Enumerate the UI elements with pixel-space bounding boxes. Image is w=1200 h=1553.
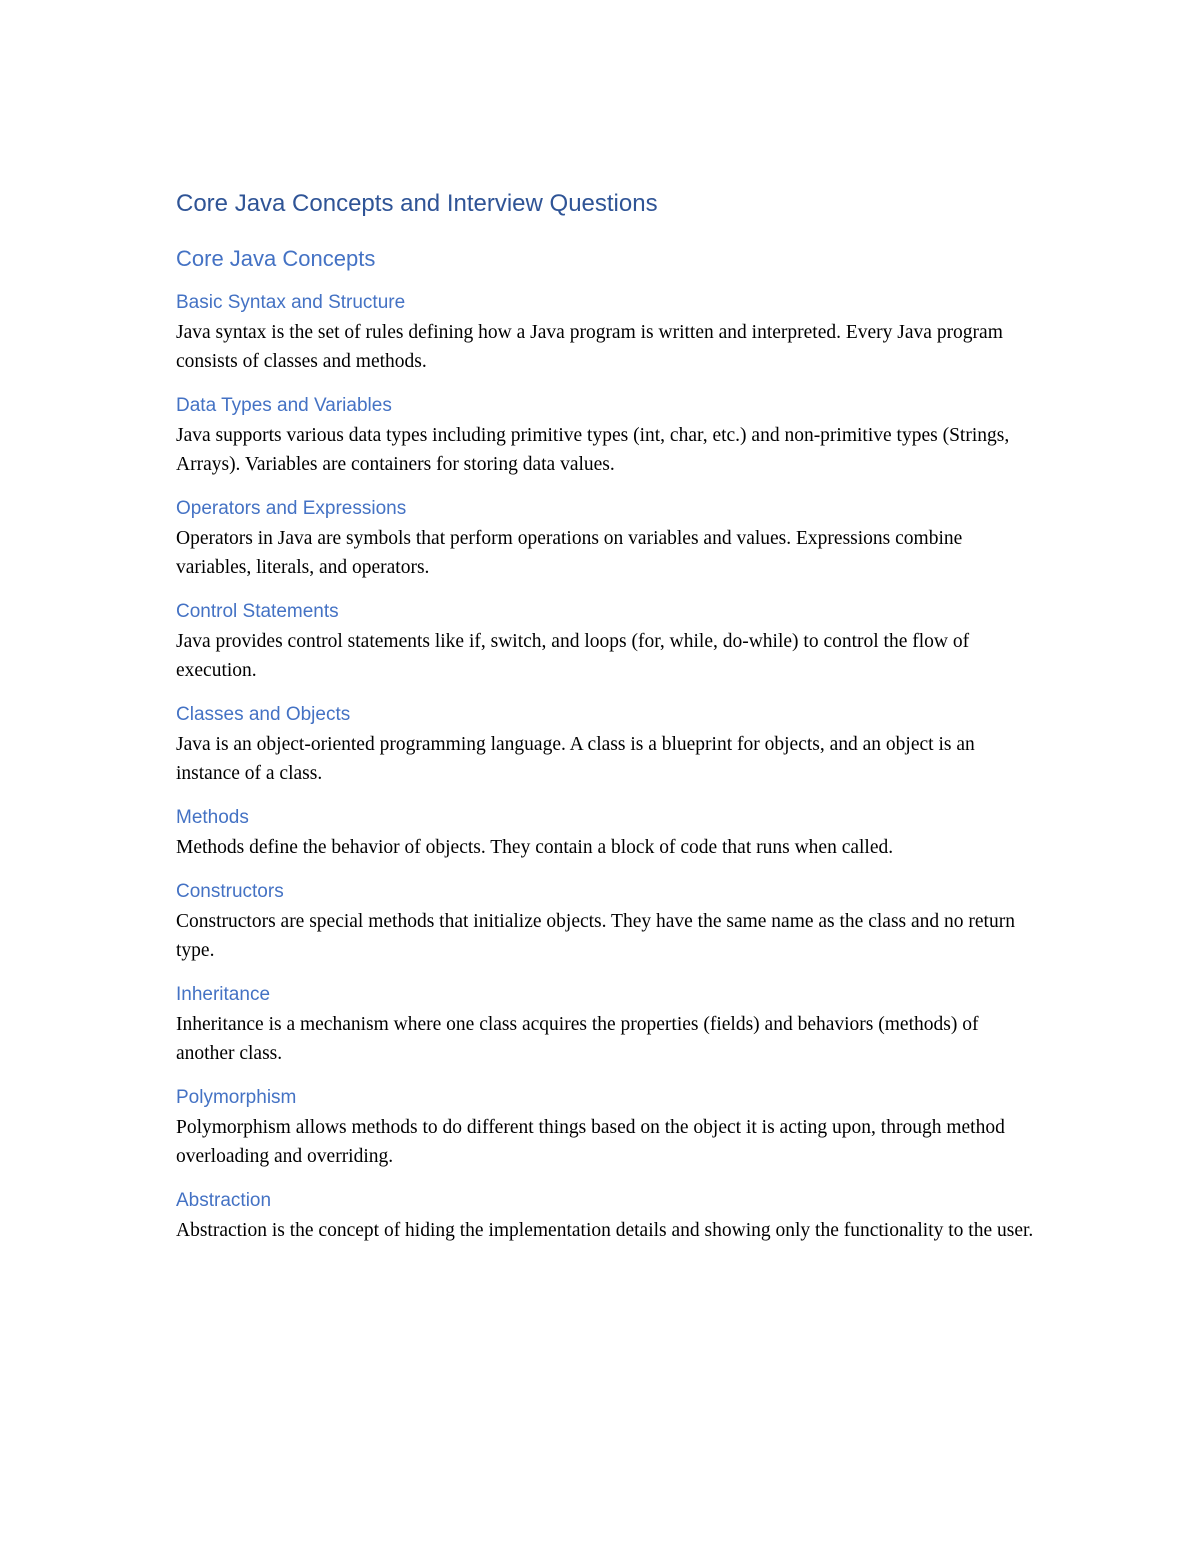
concept-body: Java syntax is the set of rules defining how a Java program is written and interpreted. Every Java program consists of classes and methods. <box>176 322 1003 372</box>
concept-heading: Inheritance <box>176 984 271 1005</box>
concept-operators <box>176 494 1036 582</box>
concept-classes-objects <box>176 700 1036 788</box>
section-heading-core-java-concepts: Core Java Concepts <box>176 246 376 271</box>
concept-list <box>176 288 1036 1245</box>
concept-body: Java is an object-oriented programming language. A class is a blueprint for objects, and an object is an instance of a class. <box>176 734 975 784</box>
concept-heading: Control Statements <box>176 601 339 622</box>
concept-basic-syntax <box>176 288 1036 376</box>
concept-body: Java supports various data types including primitive types (int, char, etc.) and non-primitive types (Strings, Arrays). Variables are containers for storing data values. <box>176 425 1010 475</box>
concept-body: Constructors are special methods that initialize objects. They have the same name as the class and no return type. <box>176 911 1015 961</box>
document-title: Core Java Concepts and Interview Questions <box>176 190 658 217</box>
concept-heading: Constructors <box>176 881 284 902</box>
concept-inheritance <box>176 980 1036 1068</box>
concept-heading: Methods <box>176 807 249 828</box>
concept-data-types <box>176 391 1036 479</box>
concept-body: Polymorphism allows methods to do different things based on the object it is acting upon, through method overloading and overriding. <box>176 1117 1005 1167</box>
concept-heading: Classes and Objects <box>176 704 351 725</box>
concept-body: Abstraction is the concept of hiding the implementation details and showing only the functionality to the user. <box>176 1220 1034 1241</box>
concept-heading: Abstraction <box>176 1190 272 1211</box>
concept-body: Operators in Java are symbols that perform operations on variables and values. Expressions combine variables, literals, and operators. <box>176 528 963 578</box>
document-content <box>176 186 1036 1245</box>
concept-heading: Basic Syntax and Structure <box>176 292 406 313</box>
concept-control-statements <box>176 597 1036 685</box>
concept-body: Methods define the behavior of objects. They contain a block of code that runs when called. <box>176 837 894 858</box>
concept-methods <box>176 803 1036 862</box>
concept-abstraction <box>176 1186 1036 1245</box>
concept-polymorphism <box>176 1083 1036 1171</box>
concept-body: Inheritance is a mechanism where one class acquires the properties (fields) and behaviors (methods) of another class. <box>176 1014 979 1064</box>
concept-heading: Data Types and Variables <box>176 395 392 416</box>
concept-heading: Operators and Expressions <box>176 498 407 519</box>
concept-body: Java provides control statements like if, switch, and loops (for, while, do-while) to control the flow of execution. <box>176 631 970 681</box>
concept-constructors <box>176 877 1036 965</box>
concept-heading: Polymorphism <box>176 1087 297 1108</box>
